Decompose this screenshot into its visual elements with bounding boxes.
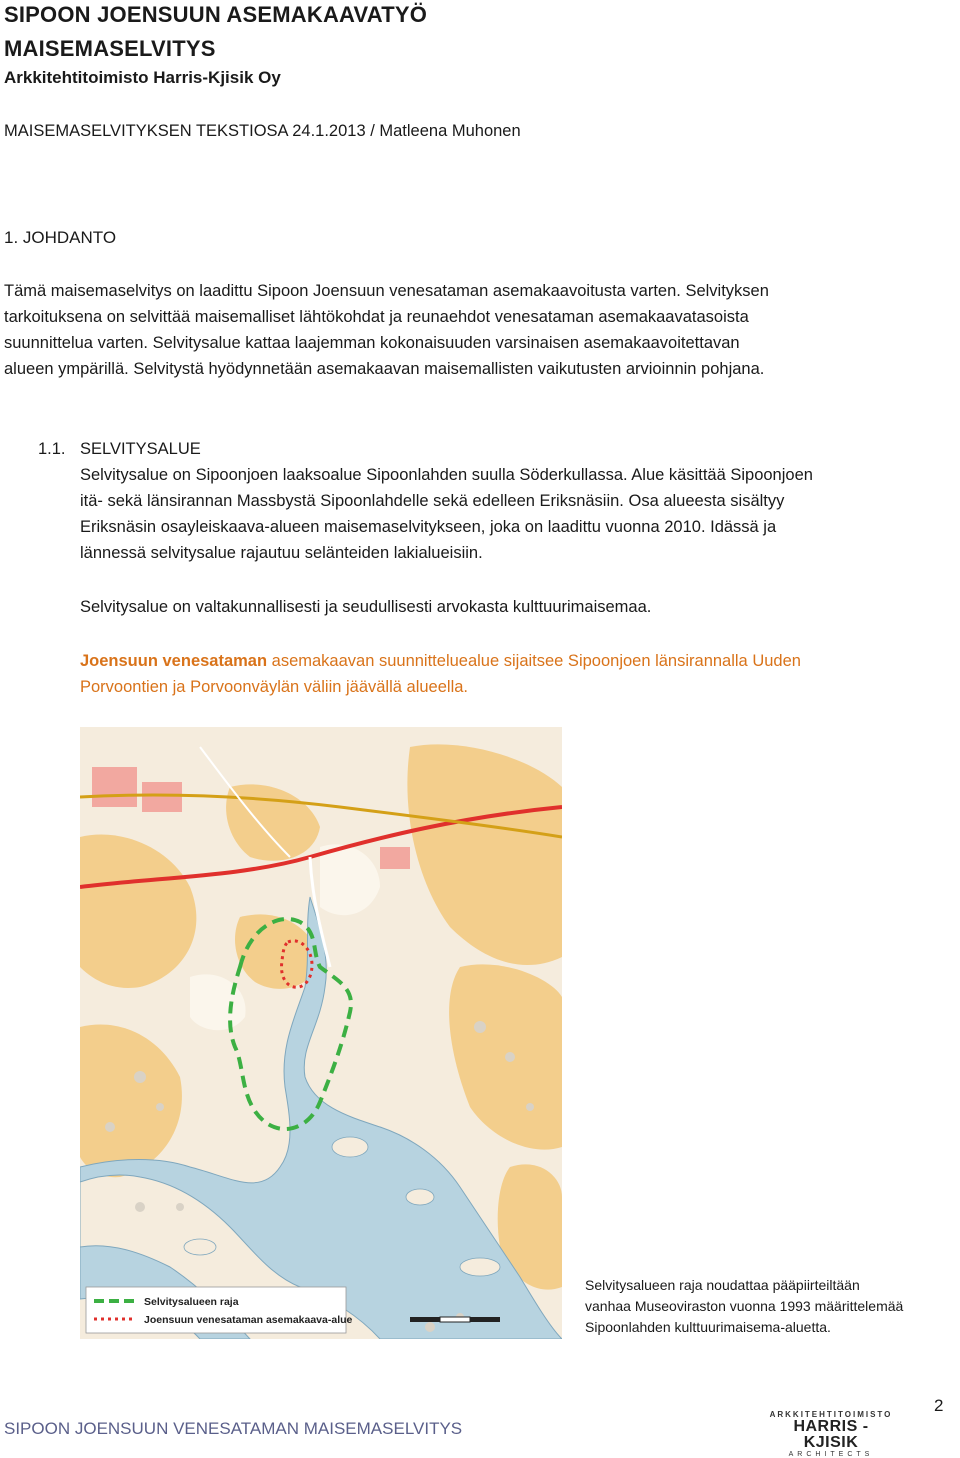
plan-area-description: [80, 652, 801, 671]
map-graphic: [80, 727, 562, 1339]
plan-area-name: Joensuun venesataman: [80, 652, 268, 670]
map-caption-line: Sipoonlahden kulttuurimaisema-aluetta.: [585, 1319, 831, 1335]
section-line: Selvitysalue on Sipoonjoen laaksoalue Sipoonlahden suulla Söderkullassa. Alue käsittää Sipoonjoen: [80, 466, 813, 484]
firm-logo: [766, 1410, 896, 1458]
firm-name: Arkkitehtitoimisto Harris-Kjisik Oy: [4, 68, 281, 87]
section-title: SELVITYSALUE: [80, 440, 201, 458]
plan-area-text: asemakaavan suunnitteluealue sijaitsee Sipoonjoen länsirannalla Uuden: [267, 652, 801, 670]
section-line: itä- sekä länsirannan Massbystä Sipoonlahdelle sekä edelleen Eriksnäsiin. Osa alueesta sisältyy: [80, 492, 785, 510]
document-subtitle: MAISEMASELVITYS: [4, 36, 216, 61]
map-caption-line: Selvitysalueen raja noudattaa pääpiirteiltään: [585, 1277, 860, 1293]
logo-bottom-text: ARCHITECTS: [788, 1451, 874, 1458]
document-info: MAISEMASELVITYKSEN TEKSTIOSA 24.1.2013 / Matleena Muhonen: [4, 122, 521, 140]
plan-area-description-line2: Porvoontien ja Porvoonväylän väliin jäävällä alueella.: [80, 678, 468, 696]
area-map: [80, 727, 562, 1339]
section-line: Eriksnäsin osayleiskaava-alueen maisemaselvitykseen, joka on laadittu vuonna 2010. Idässä ja: [80, 518, 777, 536]
logo-main-text: HARRIS - KJISIK: [793, 1418, 869, 1451]
intro-line: suunnittelua varten. Selvitysalue kattaa laajemman kokonaisuuden varsinaisen asemakaavoitettavan: [4, 334, 740, 352]
legend-plan-area-label: Joensuun venesataman asemakaava-alue: [144, 1314, 353, 1326]
map-legend: [86, 1287, 353, 1333]
legend-boundary-label: Selvitysalueen raja: [144, 1296, 239, 1308]
scale-bar: [410, 1317, 500, 1322]
logo-top-text: ARKKITEHTITOIMISTO: [769, 1410, 893, 1419]
section-statement: Selvitysalue on valtakunnallisesti ja seudullisesti arvokasta kulttuurimaisemaa.: [80, 598, 652, 616]
intro-line: Tämä maisemaselvitys on laadittu Sipoon Joensuun venesataman asemakaavoitusta varten. Selvityksen: [4, 282, 769, 300]
footer-title: SIPOON JOENSUUN VENESATAMAN MAISEMASELVITYS: [4, 1419, 463, 1438]
intro-heading: 1. JOHDANTO: [4, 228, 117, 247]
page-number: 2: [934, 1396, 944, 1415]
document-title: SIPOON JOENSUUN ASEMAKAAVATYÖ: [4, 2, 428, 27]
section-number: 1.1.: [38, 440, 66, 458]
intro-line: alueen ympärillä. Selvitystä hyödynnetään asemakaavan maisemallisten vaikutusten arvioinnin pohjana.: [4, 360, 765, 378]
intro-line: tarkoituksena on selvittää maisemalliset lähtökohdat ja reunaehdot venesataman asemakaavatasoista: [4, 308, 749, 326]
section-line: lännessä selvitysalue rajautuu selänteiden lakialueisiin.: [80, 544, 483, 562]
map-caption-line: vanhaa Museoviraston vuonna 1993 määrittelemää: [585, 1298, 904, 1314]
